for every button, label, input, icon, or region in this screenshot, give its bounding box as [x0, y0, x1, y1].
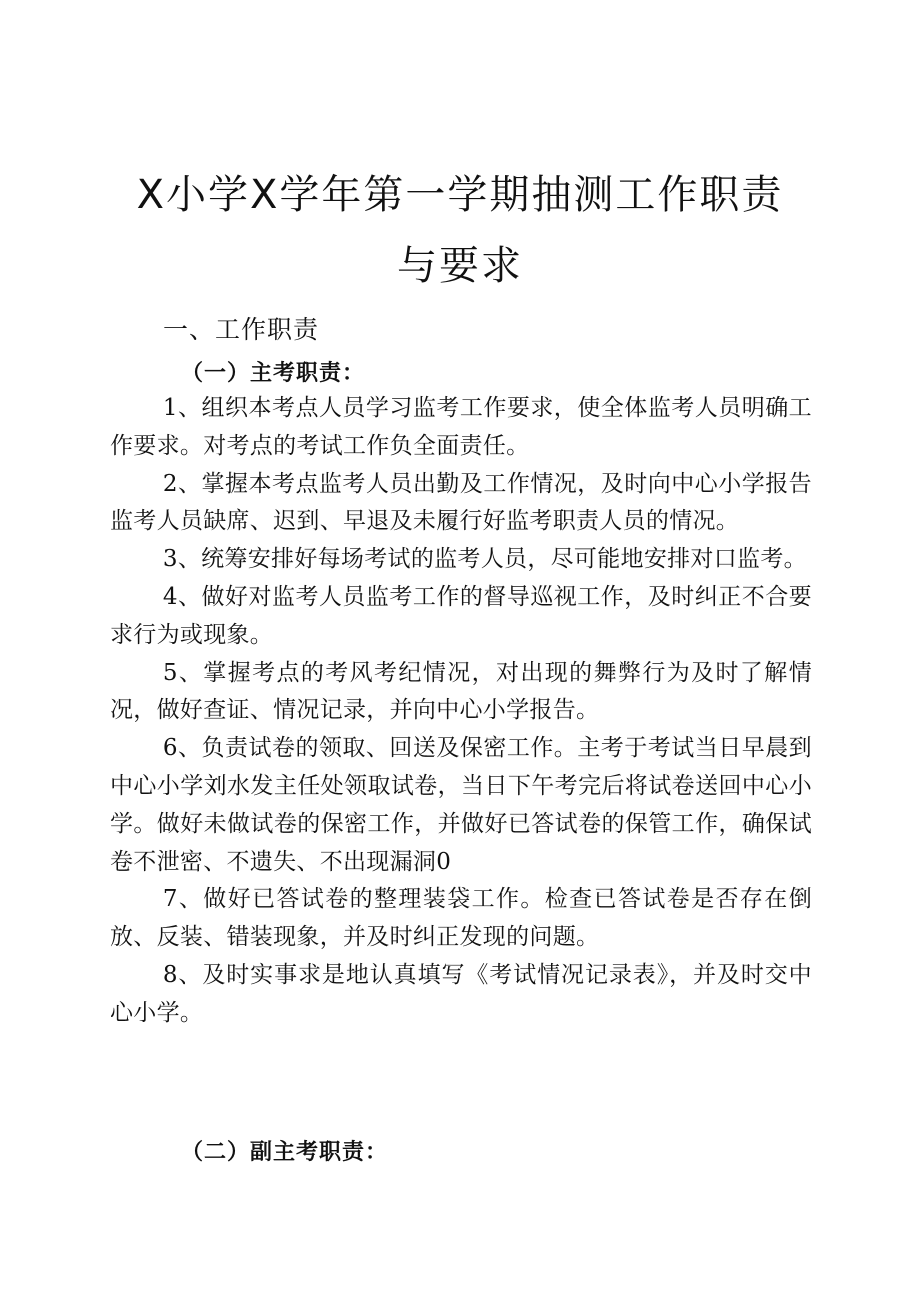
duty-list: [110, 390, 812, 1033]
duty-item-1: 1、组织本考点人员学习监考工作要求，使全体监考人员明确工作要求。对考点的考试工作负全面责任。: [110, 395, 812, 459]
subsection-heading-deputy-examiner: （二）副主考职责：: [181, 1139, 389, 1165]
document-title-line1: X小学X学年第一学期抽测工作职责: [136, 172, 784, 218]
section-heading-duties: 一、工作职责: [163, 315, 320, 344]
duty-item-3: 3、统筹安排好每场考试的监考人员，尽可能地安排对口监考。: [162, 546, 807, 573]
duty-item-4: 4、做好对监考人员监考工作的督导巡视工作，及时纠正不合要求行为或现象。: [110, 583, 812, 648]
duty-item-7: 7、做好已答试卷的整理装袋工作。检查已答试卷是否存在倒放、反装、错装现象，并及时纠正发现的问题。: [110, 886, 812, 951]
document-title-line2: 与要求: [397, 243, 523, 289]
subsection-heading-chief-examiner: （一）主考职责：: [181, 360, 366, 386]
duty-item-8: 8、及时实事求是地认真填写《考试情况记录表》，并及时交中心小学。: [110, 961, 812, 1026]
duty-item-6: 6、负责试卷的领取、回送及保密工作。主考于考试当日早晨到中心小学刘水发主任处领取试卷，当日下午考完后将试卷送回中心小学。做好未做试卷的保密工作，并做好已答试卷的保管工作，确保试卷不泄密、不遗失、不出现漏洞0: [110, 735, 812, 875]
duty-item-2: 2、掌握本考点监考人员出勤及工作情况，及时向中心小学报告监考人员缺席、迟到、早退及未履行好监考职责人员的情况。: [110, 470, 812, 535]
duty-item-5: 5、掌握考点的考风考纪情况，对出现的舞弊行为及时了解情况，做好查证、情况记录，并向中心小学报告。: [110, 659, 812, 724]
